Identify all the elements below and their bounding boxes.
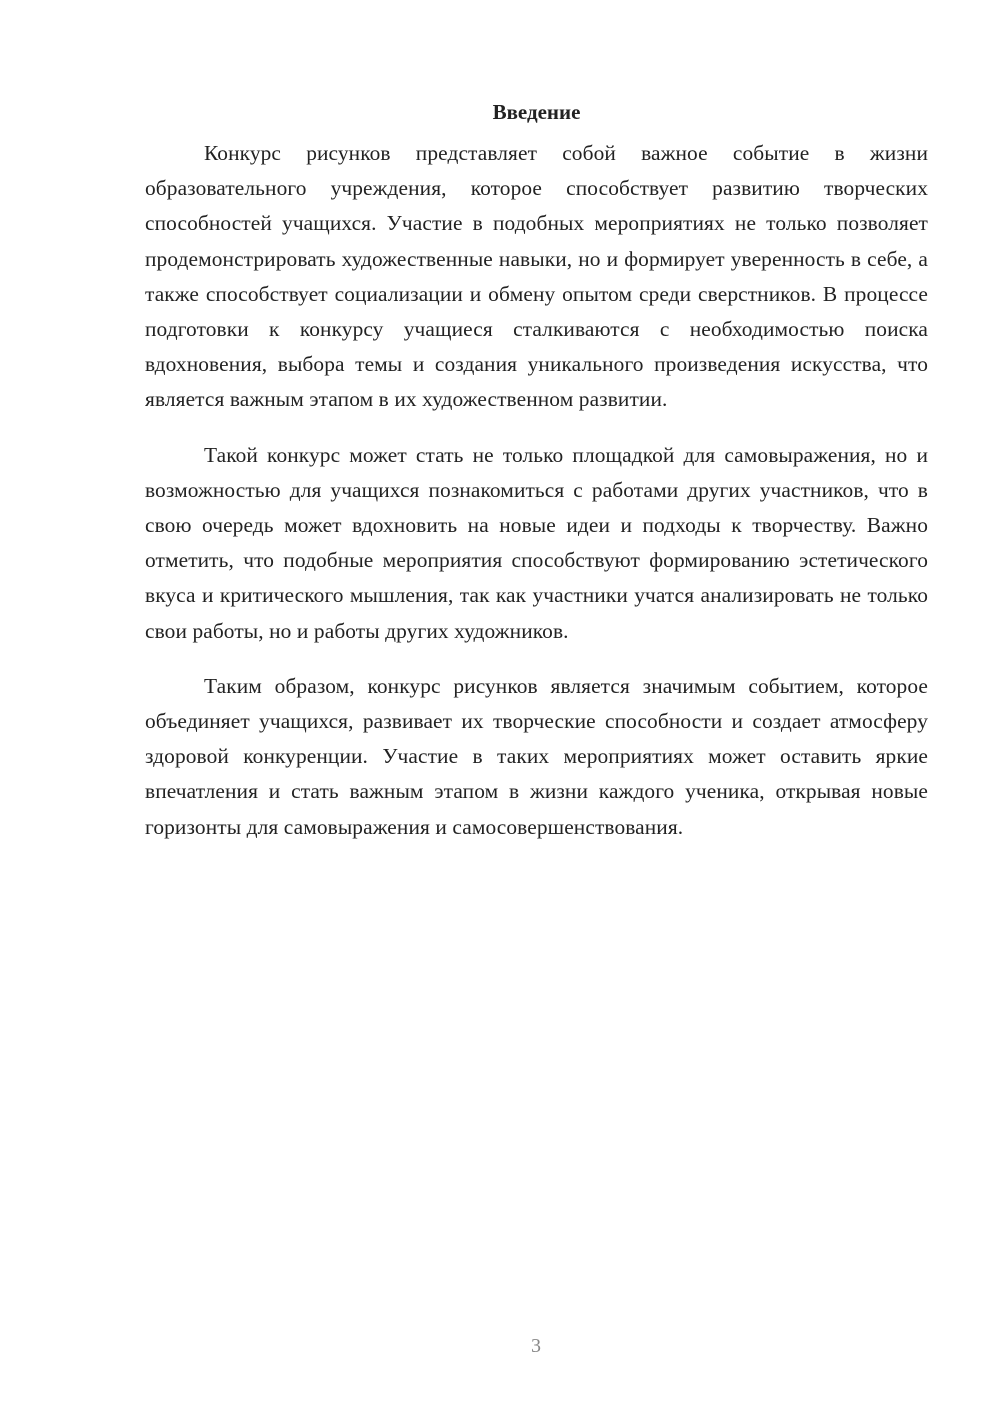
paragraph-2: Такой конкурс может стать не только площадкой для самовыражения, но и возможностью для учащихся познакомиться с работами других участников, что в свою очередь может вдохновить на новые идеи и подходы к творчеству. Важно отметить, что подобные мероприятия способствуют формированию эстетического вкуса и критического мышления, так как участники учатся анализировать не только свои работы, но и работы других художников.	[145, 442, 928, 643]
paragraph-1: Конкурс рисунков представляет собой важное событие в жизни образовательного учреждения, которое способствует развитию творческих способностей учащихся. Участие в подобных мероприятиях не только позволяет продемонстрировать художественные навыки, но и формирует уверенность в себе, а также способствует социализации и обмену опытом среди сверстников. В процессе подготовки к конкурсу учащиеся сталкиваются с необходимостью поиска вдохновения, выбора темы и создания уникального произведения искусства, что является важным этапом в их художественном развитии.	[145, 141, 928, 412]
paragraph-3: Таким образом, конкурс рисунков является значимым событием, которое объединяет учащихся, развивает их творческие способности и создает атмосферу здоровой конкуренции. Участие в таких мероприятиях может оставить яркие впечатления и стать важным этапом в жизни каждого ученика, открывая новые горизонты для самовыражения и самосовершенствования.	[145, 673, 928, 839]
page-content	[145, 98, 928, 845]
page-number: 3	[531, 1335, 541, 1357]
section-title: Введение	[492, 100, 581, 124]
